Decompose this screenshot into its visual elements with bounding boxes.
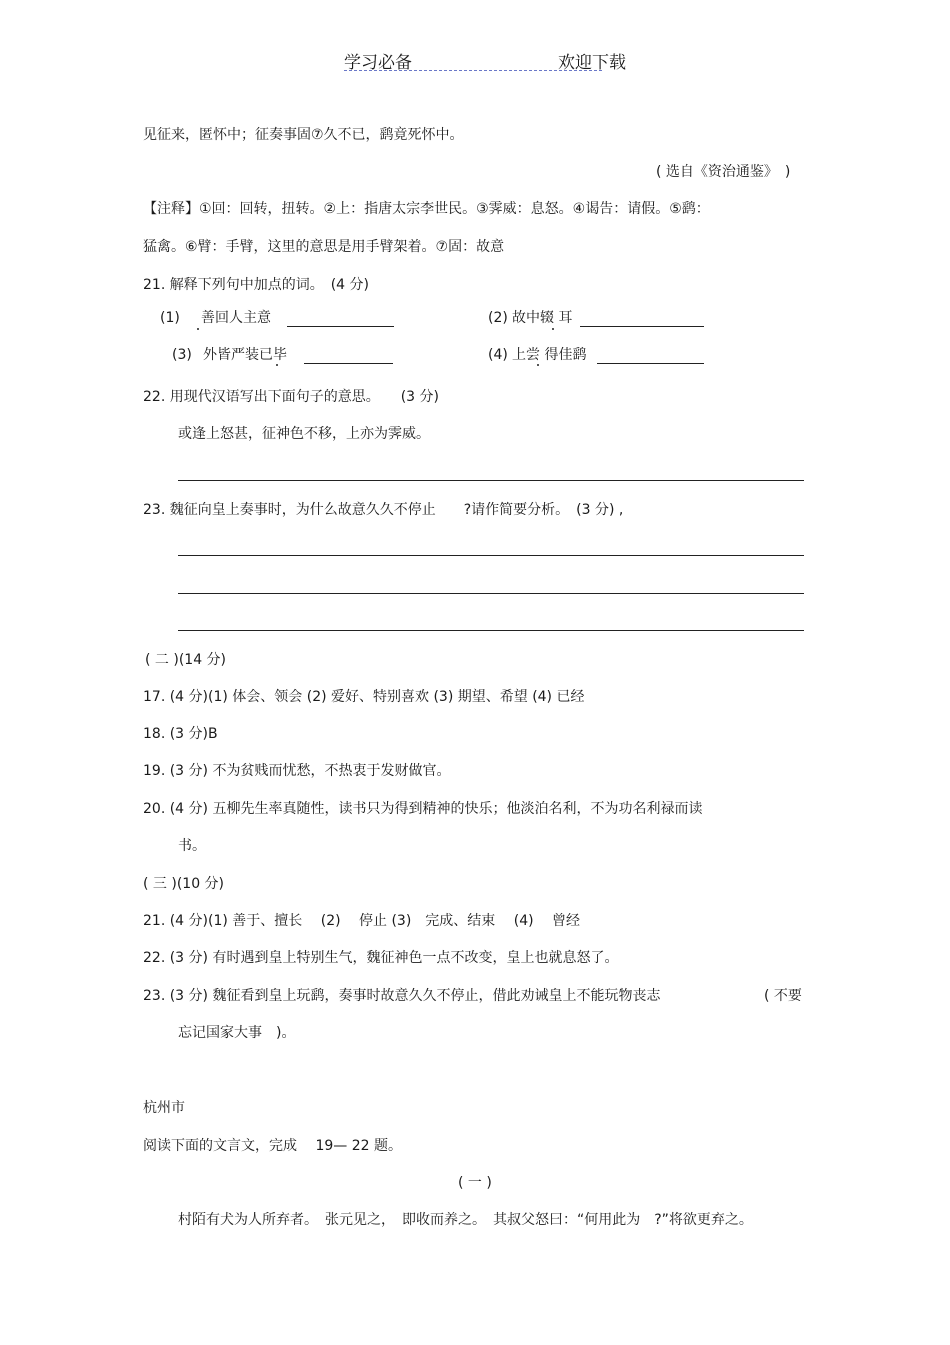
answer-17: 17. (4 分)(1) 体会、领会 (2) 爱好、特别喜欢 (3) 期望、希望 (4) 已经 [143,689,585,705]
q22-title: 22. 用现代汉语写出下面句子的意思。 (3 分) [143,389,439,405]
q21-item-4-num: (4) [488,347,508,363]
q21-item-2-text: 故中辍 耳 [512,310,573,326]
header-right-text: 欢迎下载 [558,53,626,73]
passage-paragraph: 村陌有犬为人所弃者。 张元见之， 即收而养之。 其叔父怒曰：“何用此为 ?”将欲更弃之。 [178,1212,753,1228]
answer-20-line-2: 书。 [178,838,206,854]
q21-item-2-blank[interactable] [580,326,704,327]
answer-23-line-1-tail: ( 不要 [764,988,802,1004]
q23-answer-line-2[interactable] [178,593,804,594]
answers-3-heading: ( 三 )(10 分) [143,876,225,892]
q21-item-3-num: (3) [172,347,192,363]
q21-item-2-num: (2) [488,310,508,326]
q21-item-1-blank[interactable] [287,326,394,327]
q23-answer-line-3[interactable] [178,630,804,631]
answer-19: 19. (3 分) 不为贫贱而忧愁，不热衷于发财做官。 [143,763,451,779]
passage-line: 见征来，匿怀中；征奏事固⑦久不已，鹞竟死怀中。 [143,127,464,143]
header-left-text: 学习必备 [344,53,412,73]
q21-item-4-blank[interactable] [597,363,704,364]
emphasis-dot [197,328,199,330]
emphasis-dot [552,328,554,330]
q23-answer-line-1[interactable] [178,555,804,556]
answers-2-heading: ( 二 )(14 分) [145,652,227,668]
q23-title: 23. 魏征向皇上奏事时，为什么故意久久不停止 ?请作简要分析。 (3 分) , [143,502,624,518]
reading-instruction: 阅读下面的文言文，完成 19— 22 题。 [143,1138,402,1154]
q21-item-3-text: 外皆严装已毕 [203,347,287,363]
emphasis-dot [276,364,278,366]
answer-23-line-1: 23. (3 分) 魏征看到皇上玩鹞，奏事时故意久久不停止，借此劝诫皇上不能玩物丧志 [143,988,661,1004]
q21-item-4-text: 上尝 得佳鹞 [512,347,587,363]
answer-20-line-1: 20. (4 分) 五柳先生率真随性，读书只为得到精神的快乐；他淡泊名利，不为功名利禄而读 [143,801,703,817]
passage-section-number: ( 一 ) [458,1175,492,1191]
q21-item-1-text: 善回人主意 [201,310,271,326]
answer-18: 18. (3 分)B [143,726,218,742]
emphasis-dot [537,364,539,366]
answer-21: 21. (4 分)(1) 善于、擅长 (2) 停止 (3) 完成、结束 (4) 曾经 [143,913,581,929]
answer-22: 22. (3 分) 有时遇到皇上特别生气，魏征神色一点不改变，皇上也就息怒了。 [143,950,619,966]
q22-answer-line[interactable] [178,480,804,481]
q21-item-1-num: (1) [160,310,180,326]
q21-item-3-blank[interactable] [304,363,393,364]
section-city: 杭州市 [143,1100,185,1116]
header-dashed-rule [344,70,602,71]
notes-line-1: 【注释】①回：回转，扭转。②上：指唐太宗李世民。③霁威：息怒。④谒告：请假。⑤鹞： [143,201,710,217]
answer-23-line-2: 忘记国家大事 )。 [178,1025,296,1041]
notes-line-2: 猛禽。⑥臂：手臂，这里的意思是用手臂架着。⑦固：故意 [143,239,505,255]
passage-source: ( 选自《资治通鉴》 ) [656,164,791,180]
q21-title: 21. 解释下列句中加点的词。 (4 分) [143,277,369,293]
q22-sentence: 或逢上怒甚，征神色不移，上亦为霁威。 [178,426,430,442]
